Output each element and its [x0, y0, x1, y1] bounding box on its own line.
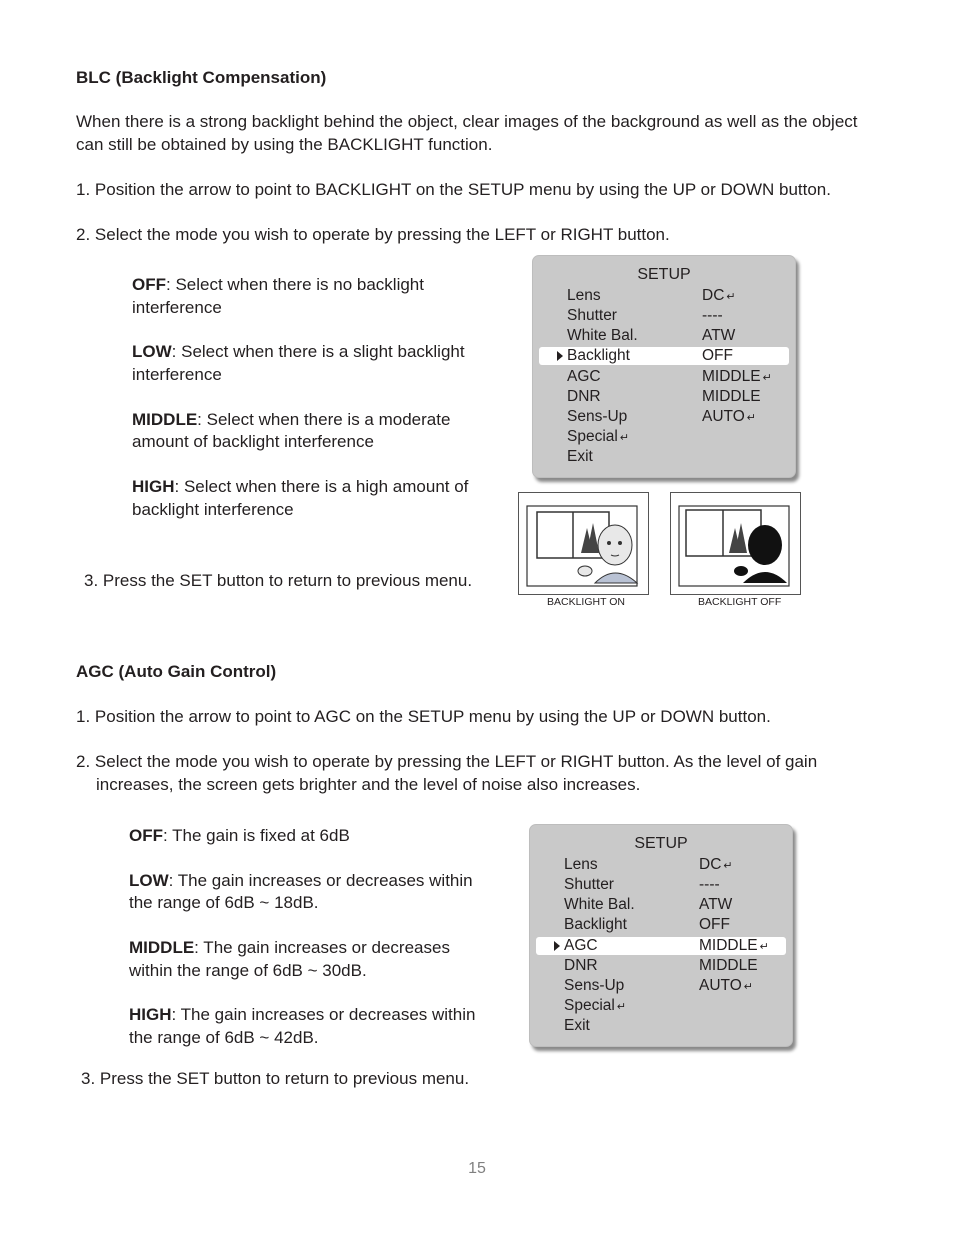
menu-row-white-bal — [539, 327, 789, 345]
row-label: Backlight — [564, 916, 627, 933]
backlight-off-illustration — [670, 492, 801, 595]
menu-row-dnr — [539, 388, 789, 406]
enter-icon: ↵ — [743, 981, 753, 993]
row-label: DNR — [567, 388, 601, 405]
mode-desc-cont: the range of 6dB ~ 18dB. — [129, 893, 319, 912]
menu-row-agc — [539, 368, 789, 386]
enter-icon: ↵ — [726, 291, 736, 303]
enter-icon: ↵ — [759, 941, 769, 953]
mode-desc: : The gain increases or decreases within — [168, 871, 473, 890]
row-label: AGC — [567, 368, 601, 385]
page-number: 15 — [468, 1160, 486, 1177]
row-value: ATW — [699, 896, 733, 913]
mode-name: MIDDLE — [132, 410, 198, 429]
blc-heading: BLC (Backlight Compensation) — [76, 68, 327, 87]
row-label: Sens-Up — [567, 408, 628, 425]
blc-step-3: 3. Press the SET button to return to previous menu. — [84, 571, 473, 590]
menu-title: SETUP — [634, 835, 688, 852]
row-label: Special — [564, 997, 615, 1014]
agc-step-3: 3. Press the SET button to return to previous menu. — [81, 1069, 470, 1088]
row-value: DC — [699, 856, 722, 873]
mode-desc-cont: amount of backlight interference — [132, 432, 374, 451]
row-value: MIDDLE — [699, 937, 758, 954]
mode-desc-cont: interference — [132, 298, 222, 317]
row-value: MIDDLE — [702, 368, 761, 385]
row-label: Lens — [567, 287, 601, 304]
row-label: White Bal. — [564, 896, 635, 913]
blc-step-2: 2. Select the mode you wish to operate by pressing the LEFT or RIGHT button. — [76, 225, 670, 244]
row-value: OFF — [702, 347, 733, 364]
row-value: DC — [702, 287, 725, 304]
row-label: Sens-Up — [564, 977, 625, 994]
enter-icon: ↵ — [619, 432, 630, 444]
row-label: Shutter — [567, 307, 617, 324]
agc-heading: AGC (Auto Gain Control) — [76, 662, 277, 681]
menu-title: SETUP — [637, 266, 691, 283]
menu-row-lens — [536, 856, 786, 874]
mode-desc-cont: within the range of 6dB ~ 30dB. — [129, 961, 367, 980]
menu-row-dnr — [536, 957, 786, 975]
mode-name: OFF — [132, 275, 166, 294]
blc-step-1: 1. Position the arrow to point to BACKLIGHT on the SETUP menu by using the UP or DOWN button. — [76, 180, 831, 199]
enter-icon: ↵ — [616, 1001, 627, 1013]
row-value: ---- — [699, 876, 720, 893]
person-window-backlit-on-icon — [519, 493, 648, 594]
menu-row-special — [539, 428, 789, 446]
selection-arrow-icon — [554, 941, 560, 951]
enter-icon: ↵ — [723, 860, 733, 872]
mode-name: HIGH — [129, 1005, 172, 1024]
mode-name: LOW — [132, 342, 172, 361]
mode-desc-cont: interference — [132, 365, 222, 384]
row-value: ATW — [702, 327, 736, 344]
menu-row-backlight-selected — [539, 347, 789, 365]
menu-row-agc-selected — [536, 937, 786, 955]
agc-step-2-line1: 2. Select the mode you wish to operate by pressing the LEFT or RIGHT button. As the level of gain — [76, 752, 818, 771]
row-label: Lens — [564, 856, 598, 873]
mode-desc: : Select when there is a slight backlight — [171, 342, 465, 361]
person-window-silhouette-icon — [671, 493, 800, 594]
backlight-on-illustration — [518, 492, 649, 595]
mode-name: OFF — [129, 826, 163, 845]
menu-row-exit — [536, 1017, 786, 1035]
row-label: AGC — [564, 937, 598, 954]
row-label: Exit — [564, 1017, 590, 1034]
blc-intro-line2: can still be obtained by using the BACKLIGHT function. — [76, 135, 493, 154]
mode-name: MIDDLE — [129, 938, 195, 957]
setup-menu-backlight — [532, 255, 796, 478]
row-label: Exit — [567, 448, 593, 465]
caption-backlight-off: BACKLIGHT OFF — [698, 596, 782, 608]
mode-desc: : Select when there is no backlight — [166, 275, 424, 294]
mode-desc: : The gain is fixed at 6dB — [163, 826, 350, 845]
setup-menu-agc — [529, 824, 793, 1047]
menu-row-shutter — [536, 876, 786, 894]
menu-row-white-bal — [536, 896, 786, 914]
row-label: Backlight — [567, 347, 630, 364]
menu-row-sens-up — [539, 408, 789, 426]
agc-step-2-line2: increases, the screen gets brighter and the level of noise also increases. — [96, 775, 641, 794]
menu-row-exit — [539, 448, 789, 466]
row-value: MIDDLE — [699, 957, 758, 974]
mode-desc: : The gain increases or decreases within — [171, 1005, 476, 1024]
menu-row-lens — [539, 287, 789, 305]
agc-step-1: 1. Position the arrow to point to AGC on the SETUP menu by using the UP or DOWN button. — [76, 707, 771, 726]
enter-icon: ↵ — [746, 412, 756, 424]
row-label: DNR — [564, 957, 598, 974]
enter-icon: ↵ — [762, 372, 772, 384]
row-label: Shutter — [564, 876, 614, 893]
menu-row-shutter — [539, 307, 789, 325]
row-value: AUTO — [702, 408, 745, 425]
row-value: ---- — [702, 307, 723, 324]
row-value: AUTO — [699, 977, 742, 994]
caption-backlight-on: BACKLIGHT ON — [547, 596, 625, 608]
mode-name: HIGH — [132, 477, 175, 496]
mode-desc: : Select when there is a moderate — [197, 410, 451, 429]
blc-intro-line1: When there is a strong backlight behind the object, clear images of the background as well as the object — [76, 112, 858, 131]
menu-row-sens-up — [536, 977, 786, 995]
mode-desc: : The gain increases or decreases — [194, 938, 450, 957]
mode-desc-cont: the range of 6dB ~ 42dB. — [129, 1028, 319, 1047]
menu-row-backlight — [536, 916, 786, 934]
row-value: OFF — [699, 916, 730, 933]
selection-arrow-icon — [557, 351, 563, 361]
mode-desc: : Select when there is a high amount of — [174, 477, 469, 496]
menu-row-special — [536, 997, 786, 1015]
mode-desc-cont: backlight interference — [132, 500, 294, 519]
mode-name: LOW — [129, 871, 169, 890]
row-label: Special — [567, 428, 618, 445]
row-value: MIDDLE — [702, 388, 761, 405]
row-label: White Bal. — [567, 327, 638, 344]
